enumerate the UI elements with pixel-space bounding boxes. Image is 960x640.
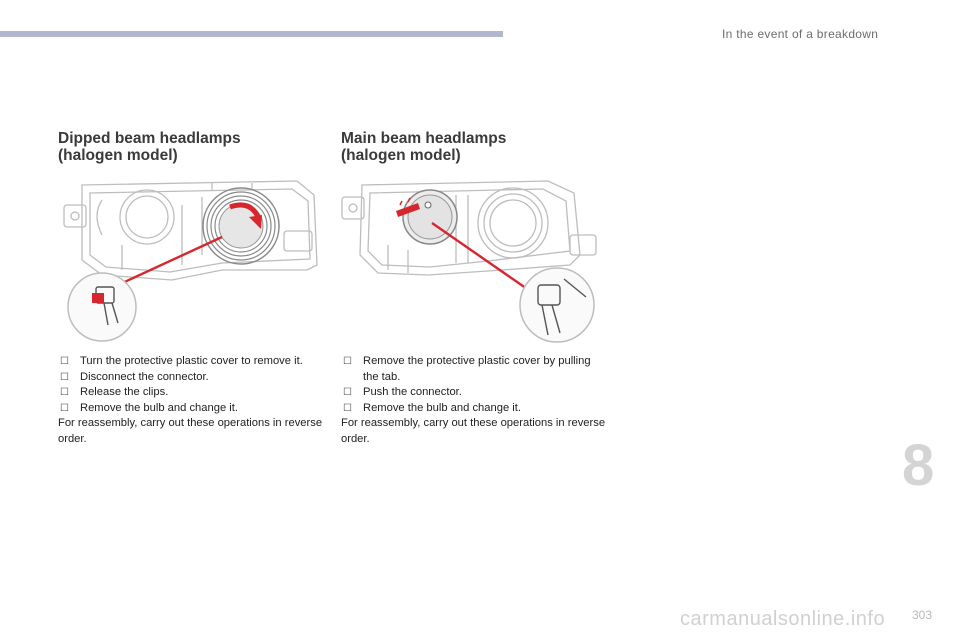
chapter-title: In the event of a breakdown: [722, 27, 879, 41]
dipped-beam-illustration: [62, 175, 322, 350]
checkbox-bullet-icon: ☐: [343, 402, 352, 414]
checkbox-bullet-icon: ☐: [343, 387, 352, 399]
heading-line-1: Main beam headlamps: [341, 130, 507, 147]
list-item: ☐ Turn the protective plastic cover to remove it.: [58, 354, 323, 370]
checkbox-bullet-icon: ☐: [343, 356, 352, 367]
chapter-number: 8: [902, 433, 935, 498]
section-heading: [58, 130, 318, 164]
list-item: ☐ Remove the bulb and change it.: [341, 401, 606, 417]
main-beam-illustration: [338, 175, 600, 350]
reassembly-note: For reassembly, carry out these operations in reverse order.: [341, 417, 606, 445]
heading-line-2: (halogen model): [58, 147, 178, 164]
checkbox-bullet-icon: ☐: [60, 356, 69, 367]
heading-line-2: (halogen model): [341, 147, 461, 164]
heading-line-1: Dipped beam headlamps: [58, 130, 241, 147]
list-item: ☐ Push the connector.: [341, 385, 606, 401]
section-main-beam: [341, 130, 601, 164]
page-number: 303: [912, 608, 933, 622]
list-item: ☐ Remove the bulb and change it.: [58, 401, 323, 417]
checkbox-bullet-icon: ☐: [60, 402, 69, 414]
section-dipped-beam: [58, 130, 318, 164]
checkbox-bullet-icon: ☐: [60, 387, 69, 399]
checkbox-bullet-icon: ☐: [60, 371, 69, 383]
list-item: ☐ Disconnect the connector.: [58, 370, 323, 386]
steps-main-beam: [341, 354, 606, 448]
reassembly-note: For reassembly, carry out these operations in reverse order.: [58, 417, 323, 445]
list-item: ☐ Remove the protective plastic cover by pulling the tab.: [343, 355, 591, 383]
header-accent-bar: [0, 31, 503, 37]
footer-watermark: carmanualsonline.info: [680, 608, 886, 630]
steps-dipped-beam: [58, 354, 323, 448]
list-item: ☐ Release the clips.: [58, 385, 323, 401]
section-heading: [341, 130, 601, 164]
